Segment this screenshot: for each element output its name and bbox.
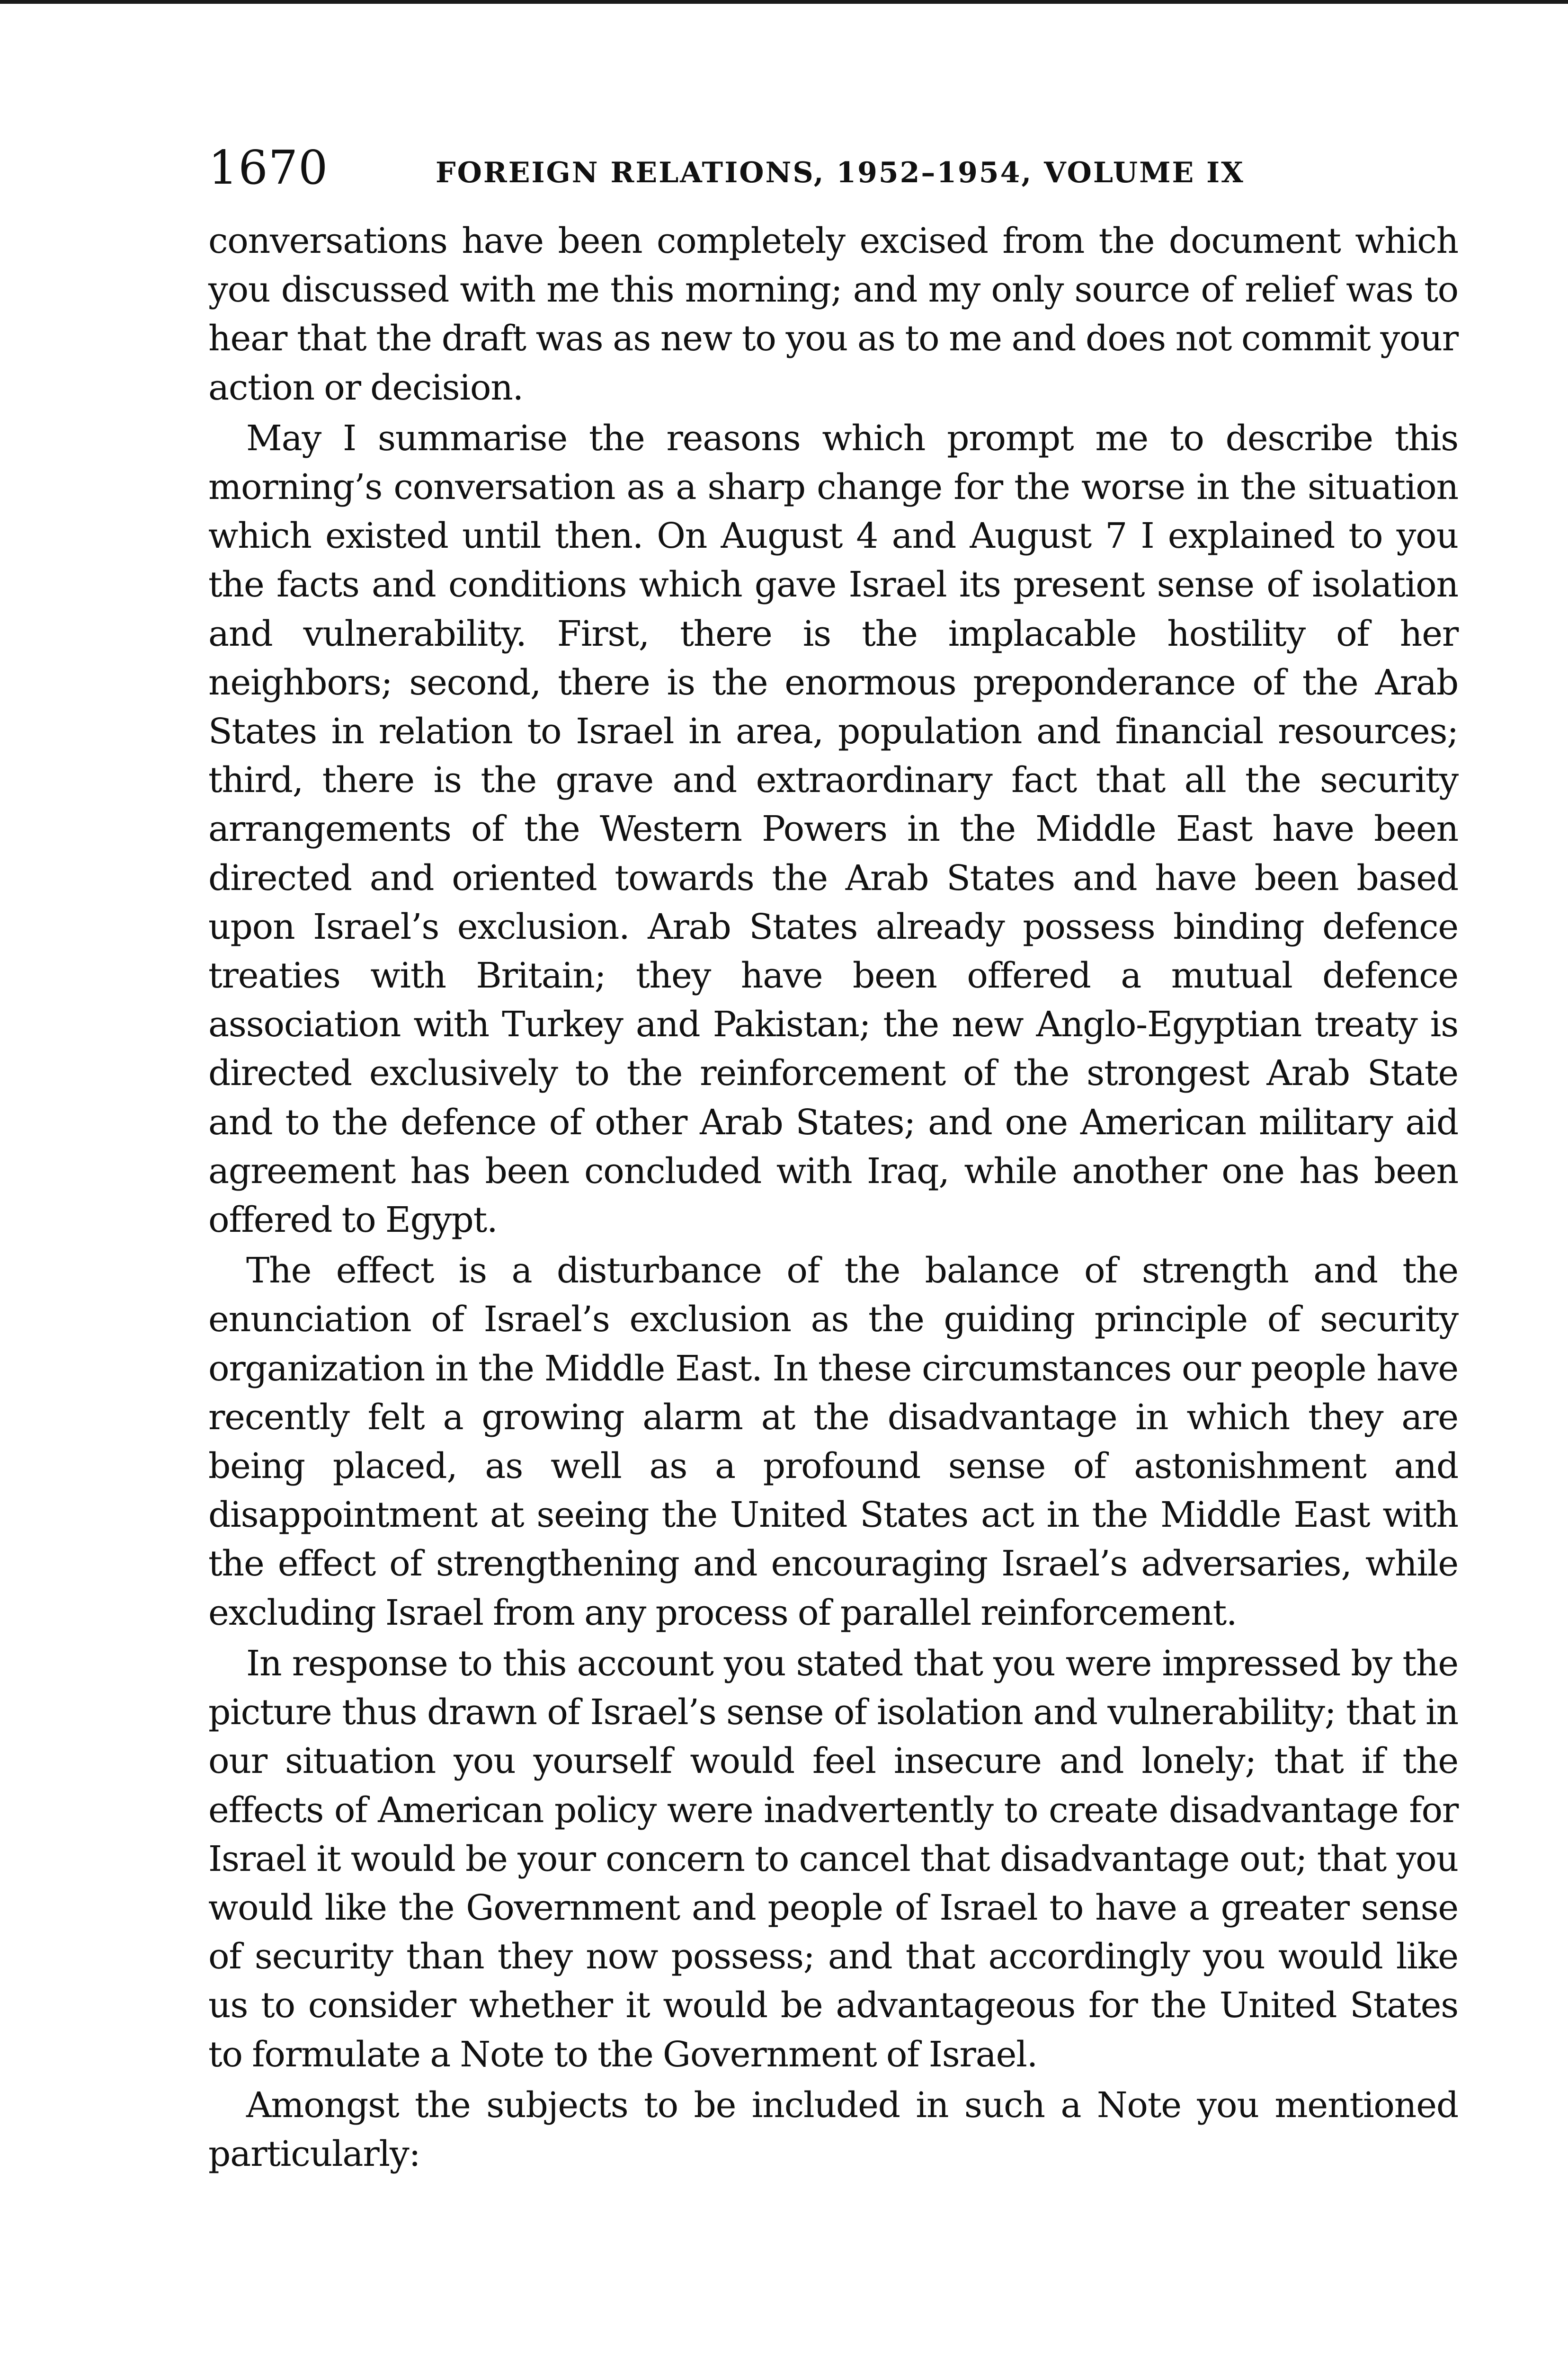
running-head xyxy=(208,137,1458,208)
page-number: 1670 xyxy=(208,141,329,195)
paragraph-response: In response to this account you stated that you were impressed by the picture thus drawn of Israel’s sense of isolation and vulnerability; that in our situation you yourself would feel insecure and lonely; that if the effects of American policy were inadvertently to create disadvantage for Israel it would be your concern to cancel that disadvantage out; that you would like the Government and people of Israel to have a greater sense of security than they now possess; and that accordingly you would like us to consider whether it would be advantageous for the United States to formulate a Note to the Government of Israel. xyxy=(208,1643,1458,2075)
top-edge-rule xyxy=(0,0,1568,4)
document-page xyxy=(208,137,1458,2180)
paragraph-subjects: Amongst the subjects to be included in such a Note you mentioned particularly: xyxy=(208,2084,1458,2174)
paragraph-continuation: conversations have been completely excised from the document which you discussed with me this morning; and my only source of relief was to hear that the draft was as new to you as to me and does not commit your action or decision. xyxy=(208,221,1458,408)
paragraph-effect: The effect is a disturbance of the balance of strength and the enunciation of Israel’s exclusion as the guiding principle of security organization in the Middle East. In these circumstances our people have recently felt a growing alarm at the disadvantage in which they are being placed, as well as a profound sense of astonishment and disappointment at seeing the United States act in the Middle East with the effect of strengthening and encouraging Israel’s adversaries, while excluding Israel from any process of parallel reinforcement. xyxy=(208,1250,1458,1633)
running-title: FOREIGN RELATIONS, 1952–1954, VOLUME IX xyxy=(436,156,1245,189)
body-text xyxy=(208,217,1458,2179)
paragraph-summary-of-reasons: May I summarise the reasons which prompt me to describe this morning’s conversation as a sharp change for the worse in the situation which existed until then. On August 4 and August 7 I explained to you the facts and conditions which gave Israel its present sense of isolation and vulnerability. First, there is the implacable hostility of her neighbors; second, there is the enormous preponderance of the Arab States in relation to Israel in area, population and financial resources; third, there is the grave and extraordinary fact that all the security arrangements of the Western Powers in the Middle East have been directed and oriented towards the Arab States and have been based upon Israel’s exclusion. Arab States already possess binding defence treaties with Britain; they have been offered a mutual defence association with Turkey and Pakistan; the new Anglo-Egyptian treaty is directed exclusively to the reinforcement of the strongest Arab State and to the defence of other Arab States; and one American military aid agreement has been concluded with Iraq, while another one has been offered to Egypt. xyxy=(208,418,1458,1241)
